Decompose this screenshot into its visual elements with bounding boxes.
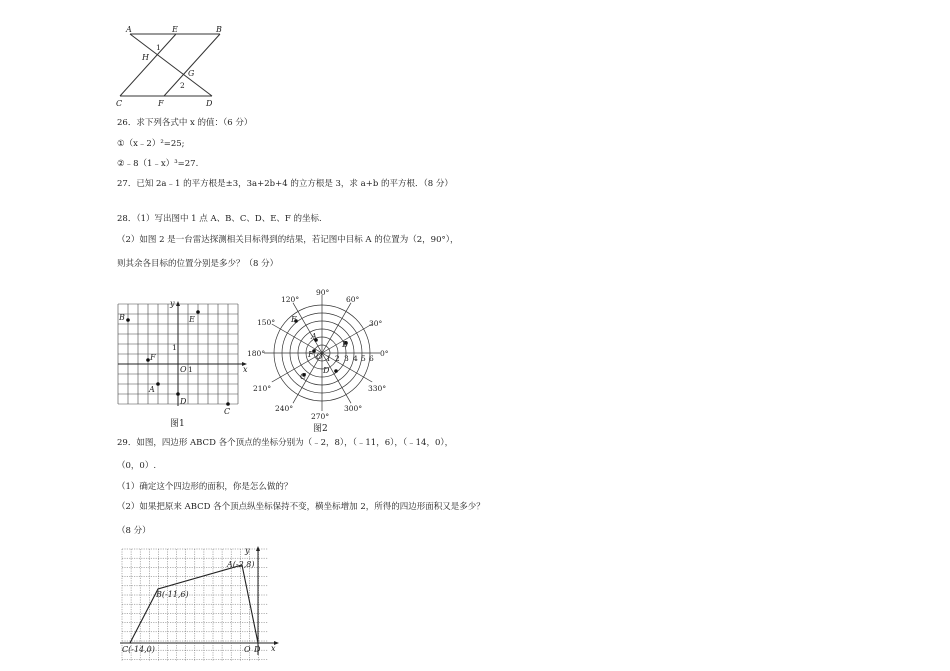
angle-0: 0° [380,349,389,358]
angle-150: 150° [257,318,276,327]
label-angle-2: 2 [180,81,185,90]
label-g: G [188,69,195,78]
fig1-caption: 图1 [170,419,185,429]
radar-label-b: B [342,340,348,349]
grid-label-o: O [180,365,187,374]
q29-label-a: A(-2,8) [227,560,255,569]
angle-330: 330° [368,384,387,393]
angle-60: 60° [346,295,360,304]
label-h: H [142,53,149,62]
grid-label-one-x: 1 [188,365,193,374]
label-a: A [126,25,132,34]
label-c: C [116,99,123,108]
radar-label-f: F [308,350,314,359]
label-f: F [158,99,164,108]
q29-label-d: D [254,645,261,654]
label-angle-1: 1 [156,43,161,52]
radar-label-c: C [300,372,307,381]
q29-label-c: C(-14,0) [122,645,155,654]
label-e: E [172,25,178,34]
radar-label-d: D [323,366,330,375]
grid-label-e: E [189,315,195,324]
ring-5: 5 [361,354,366,363]
q29-part2: （2）如果把原来 ABCD 各个顶点纵坐标保持不变，横坐标增加 2，所得的四边形面积又是多少？ [117,502,485,512]
grid-label-a: A [149,385,155,394]
ring-1: 1 [326,354,331,363]
radar-label-a: A [311,332,317,341]
q28-radar-figure [245,285,415,435]
q26-item1: ①（x﹣2）²=25; [117,139,185,149]
q27-stem: 27．已知 2a﹣1 的平方根是±3，3a+2b+4 的立方根是 3，求 a+b 的平方根．（8 分） [117,179,453,189]
angle-120: 120° [281,295,300,304]
angle-240: 240° [275,404,294,413]
angle-270: 270° [311,412,330,421]
radar-label-e: E [291,315,297,324]
q28-part3: 则其余各目标的位置分别是多少？（8 分） [117,259,279,269]
grid-label-d: D [180,397,187,406]
q29-part1: （1）确定这个四边形的面积，你是怎么做的？ [117,482,293,492]
label-d: D [206,99,213,108]
q29-points: （8 分） [117,526,151,536]
grid-label-b: B [119,313,125,322]
ring-4: 4 [353,354,358,363]
q29-quadrilateral-figure [116,545,284,669]
q29-axis-x: x [271,644,276,653]
q26-stem: 26．求下列各式中 x 的值：（6 分） [117,118,253,128]
grid-label-x: x [243,365,248,374]
angle-90: 90° [316,288,330,297]
ring-2: 2 [335,354,340,363]
q29-axis-y: y [245,546,250,555]
q29-stem: 29．如图，四边形 ABCD 各个顶点的坐标分别为（﹣2，8），（﹣11，6），（﹣14，0）， [117,438,454,448]
q28-part2: （2）如图 2 是一台雷达探测相关目标得到的结果，若记图中目标 A 的位置为（2，90°）， [117,235,459,245]
ring-3: 3 [344,354,349,363]
angle-300: 300° [344,404,363,413]
grid-label-one: 1 [172,343,177,352]
angle-30: 30° [369,319,383,328]
q29-label-o: O [244,645,251,654]
grid-label-y: y [170,299,175,308]
q29-label-b: B(-11,6) [156,590,189,599]
angle-210: 210° [253,384,272,393]
q29-stem2: （0，0）. [117,461,157,471]
parallel-lines-figure [112,22,232,108]
q28-stem: 28．（1）写出图中 1 点 A、B、C、D、E、F 的坐标. [117,214,322,224]
radar-label-o: O [316,352,323,361]
q28-grid-figure [112,298,262,428]
q26-item2: ②﹣8（1﹣x）³=27. [117,159,199,169]
ring-6: 6 [369,354,374,363]
angle-180: 180° [247,349,266,358]
grid-label-f: F [150,353,156,362]
grid-label-c: C [224,407,231,416]
label-b: B [216,25,222,34]
fig2-caption: 图2 [313,424,328,434]
